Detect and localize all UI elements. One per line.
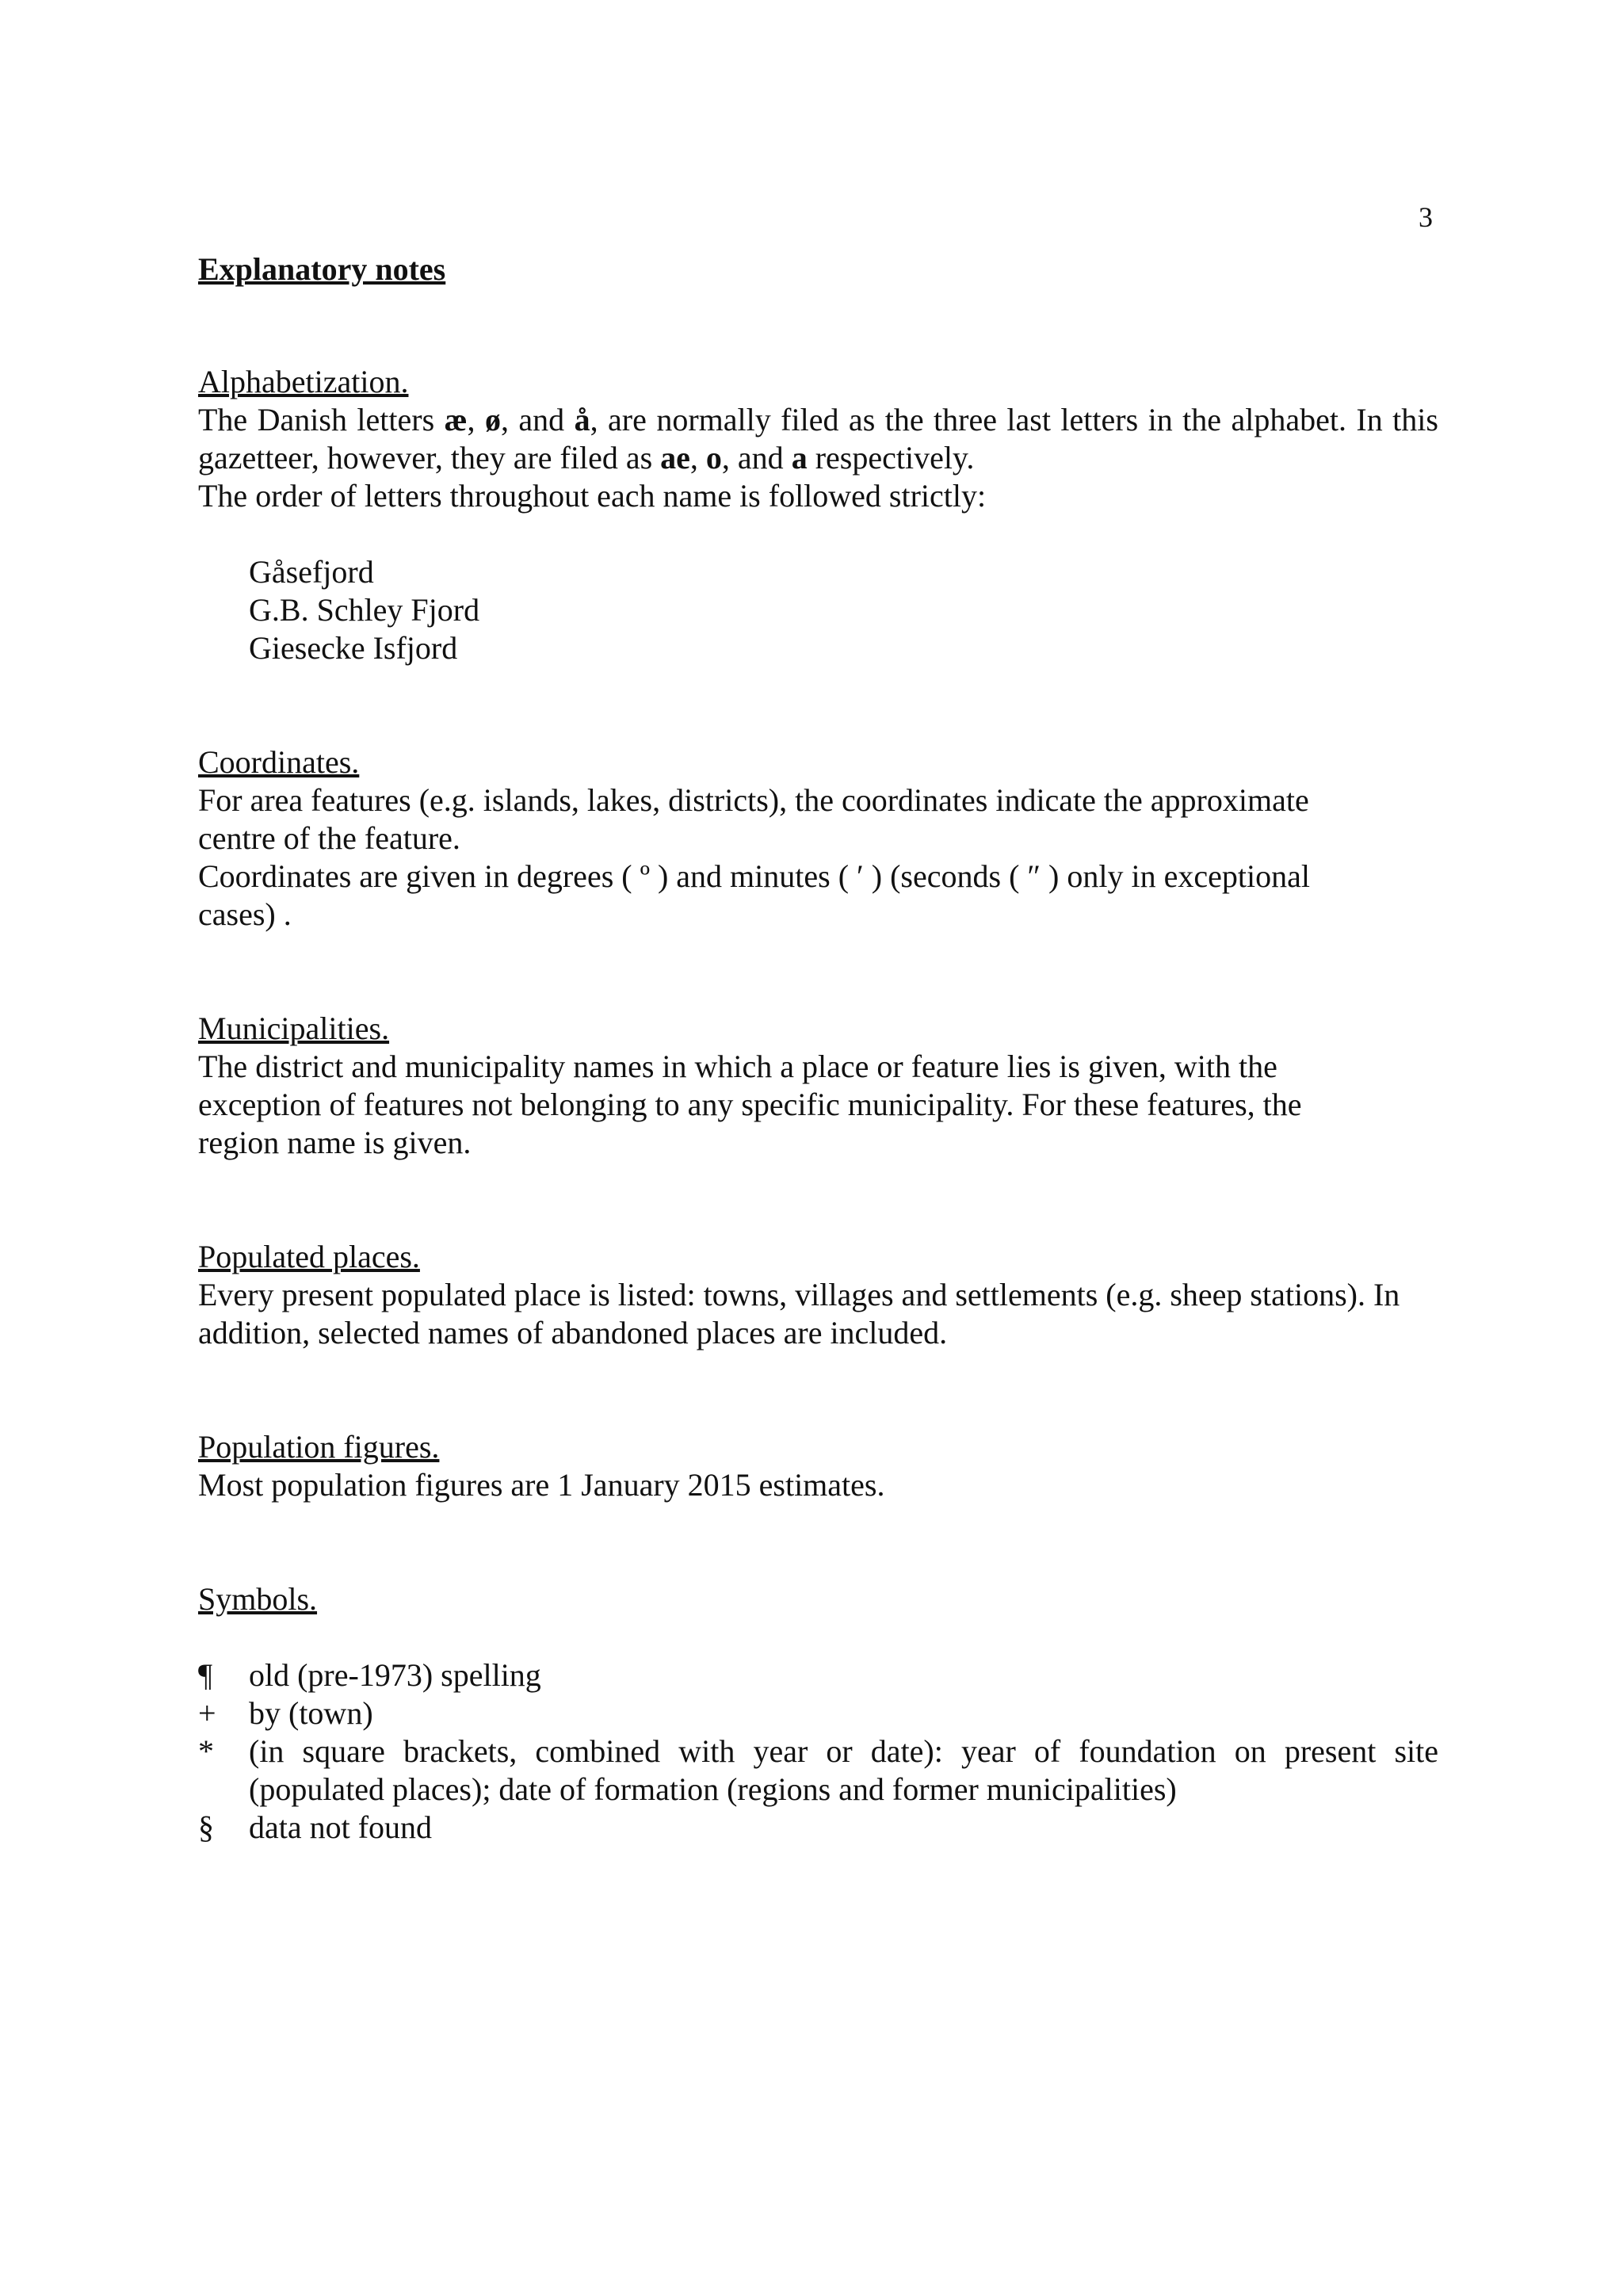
page-number: 3: [1419, 201, 1433, 233]
symbol-description: old (pre-1973) spelling: [249, 1657, 541, 1693]
list-item: Giesecke Isfjord: [249, 630, 458, 666]
symbol-item: [198, 1809, 1438, 1847]
section-heading: Alphabetization.: [198, 364, 409, 399]
symbol-item: [198, 1694, 1438, 1733]
paragraph: Most population figures are 1 January 2015 estimates.: [198, 1467, 885, 1503]
paragraph: For area features (e.g. islands, lakes, districts), the coordinates indicate the approximate centre of the feature.: [198, 782, 1309, 856]
section-heading: Population figures.: [198, 1429, 440, 1465]
section-heading: Symbols.: [198, 1581, 318, 1617]
section-symbols: [198, 1580, 1438, 1847]
section-alphabetization: [198, 363, 1438, 667]
symbol-description: by (town): [249, 1695, 373, 1731]
section-populated-places: [198, 1238, 1438, 1352]
example-list: [249, 553, 1438, 667]
section-coordinates: [198, 743, 1438, 934]
symbol-description: (in square brackets, combined with year or date): year of foundation on present site (populated places); date of formation (regions and former municipalities): [249, 1733, 1438, 1807]
symbol-list: [198, 1656, 1438, 1847]
paragraph: The district and municipality names in which a place or feature lies is given, with the exception of features not belonging to any specific municipality. For these features, the region name is given.: [198, 1049, 1302, 1160]
paragraph: Coordinates are given in degrees ( º ) and minutes ( ′ ) (seconds ( ″ ) only in exceptional cases) .: [198, 858, 1310, 932]
paragraph: The order of letters throughout each name is followed strictly:: [198, 478, 987, 514]
list-item: G.B. Schley Fjord: [249, 592, 480, 628]
section-heading: Populated places.: [198, 1239, 420, 1274]
symbol-glyph: §: [198, 1809, 214, 1845]
section-heading: Coordinates.: [198, 744, 360, 780]
section-municipalities: [198, 1010, 1438, 1162]
section-population-figures: [198, 1428, 1438, 1504]
symbol-description: data not found: [249, 1809, 433, 1845]
section-heading: Municipalities.: [198, 1010, 390, 1046]
page-title: Explanatory notes: [198, 251, 446, 287]
paragraph: The Danish letters æ, ø, and å, are normally filed as the three last letters in the alphabet. In this gazetteer, however, they are filed as ae, o, and a respectively.: [198, 402, 1438, 476]
symbol-item: [198, 1733, 1438, 1809]
list-item: Gåsefjord: [249, 554, 374, 590]
symbol-glyph: +: [198, 1695, 216, 1731]
symbol-glyph: *: [198, 1733, 214, 1769]
symbol-item: [198, 1656, 1438, 1694]
paragraph: Every present populated place is listed: towns, villages and settlements (e.g. sheep stations). In addition, selected names of abandoned places are included.: [198, 1277, 1400, 1350]
symbol-glyph: ¶: [198, 1657, 213, 1693]
